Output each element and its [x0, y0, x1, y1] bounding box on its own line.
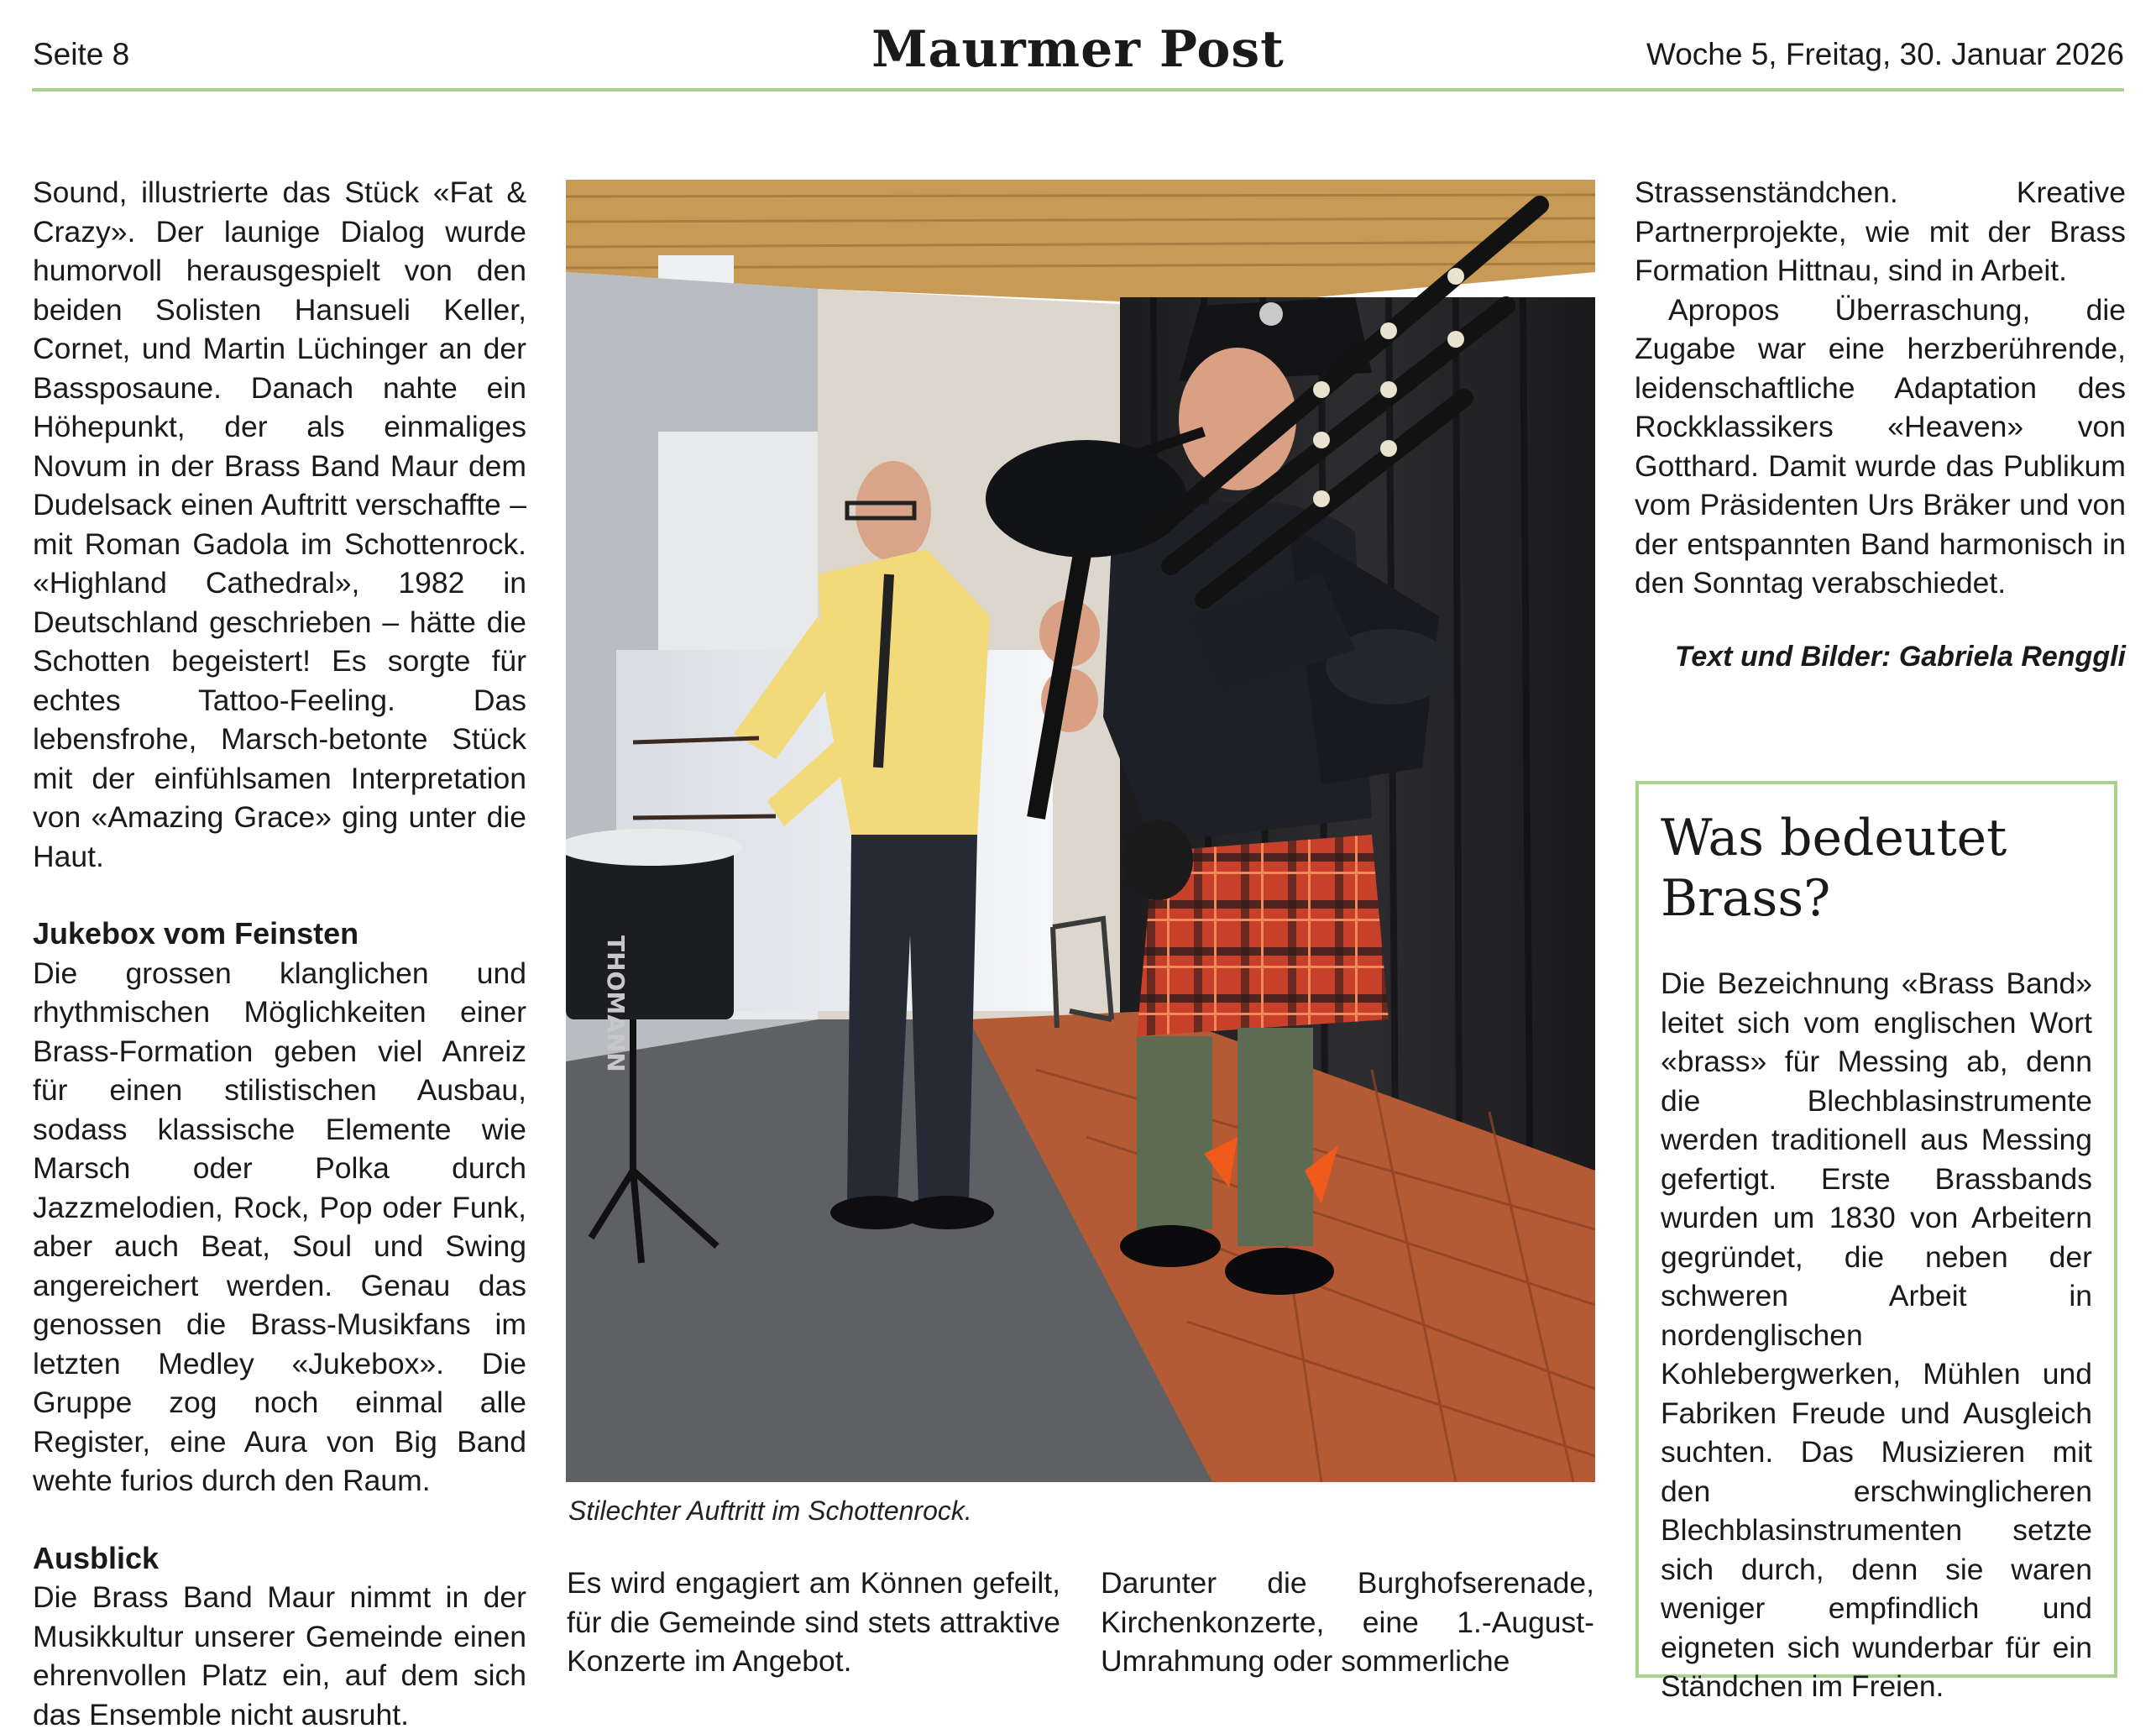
article-paragraph: Apropos Überraschung, die Zugabe war eine herzberührende, leidenschaftliche Adaptation des Rockklassikers «Heaven» von Gotthard. Damit wurde das Publikum vom Präsidenten Urs Bräker und von der entspannten Band harmonisch in den Sonntag verabschiedet.	[1635, 292, 2126, 600]
article-paragraph: Die grossen klanglichen und rhythmischen Möglichkeiten einer Brass-Formation geben viel Anreiz für einen stilistischen Ausbau, sodass klassische Elemente wie Marsch oder Polka durch Jazzmelodien, Rock, Pop oder Funk, aber auch Beat, Soul und Swing angereichert werden. Genau das genossen die Brass-Musikfans im letzten Medley «Jukebox». Die Gruppe zog noch einmal alle Register, eine Aura von Big Band wehte furios durch den Raum.	[33, 956, 526, 1497]
info-box-title: Was bedeutet Brass?	[1661, 809, 2007, 928]
page-number: Seite 8	[33, 37, 130, 71]
subheading-jukebox: Jukebox vom Feinsten	[33, 916, 359, 951]
info-box-text: Die Bezeichnung «Brass Band» leitet sich vom englischen Wort «brass» für Messing ab, denn die Blechblasinstrumente werden traditionell aus Messing gefertigt. Erste Brassbands wurden um 1830 von Arbeitern gegründet, die neben der schweren Arbeit in nordenglischen Kohlebergwerken, Mühlen und Fabriken Freude und Ausgleich suchten. Das Musizieren mit den erschwinglicheren Blechblasinstrumenten setzte sich durch, denn sie waren weniger empfindlich und eigneten sich wunderbar für ein Ständchen im Freien.	[1661, 967, 2092, 1703]
article-column-3	[1101, 1564, 1594, 1681]
photo-caption: Stilechter Auftritt im Schottenrock.	[568, 1496, 972, 1526]
drum-brand-label: THOMANN	[602, 935, 630, 1072]
info-box	[1635, 781, 2117, 1703]
article-paragraph: Es wird engagiert am Können gefeilt, für die Gemeinde sind stets attraktive Konzerte im Angebot.	[567, 1566, 1060, 1678]
subheading-ausblick: Ausblick	[33, 1540, 160, 1575]
article-paragraph: Darunter die Burghofserenade, Kirchenkonzerte, eine 1.-August-Umrahmung oder sommerliche	[1101, 1566, 1594, 1678]
article-paragraph: Die Brass Band Maur nimmt in der Musikkultur unserer Gemeinde einen ehrenvollen Platz ein, auf dem sich das Ensemble nicht ausruht.	[33, 1580, 526, 1731]
issue-date: Woche 5, Freitag, 30. Januar 2026	[1646, 37, 2124, 71]
article-column-4	[1635, 173, 2126, 603]
article-paragraph: Strassenständchen. Kreative Partnerprojekte, wie mit der Brass Formation Hittnau, sind in Arbeit.	[1635, 175, 2126, 287]
photo-bagpiper-drummer	[566, 180, 1595, 1482]
article-paragraph: Sound, illustrierte das Stück «Fat & Crazy». Der launige Dialog wurde humorvoll herausgespielt von den beiden Solisten Hansueli Keller, Cornet, und Martin Lüchinger an der Bassposaune. Danach nahte ein Höhepunkt, der als einmaliges Novum in der Brass Band Maur dem Dudelsack einen Auftritt verschaffte – mit Roman Gadola im Schottenrock. «Highland Cathedral», 1982 in Deutschland geschrieben – hätte die Schotten begeistert! Es sorgte für echtes Tattoo-Feeling. Das lebensfrohe, Marsch-betonte Stück mit der einfühlsamen Interpretation von «Amazing Grace» ging unter die Haut.	[33, 175, 526, 873]
article-column-1	[33, 173, 526, 1734]
header-rule	[32, 88, 2124, 92]
article-column-2	[567, 1564, 1060, 1681]
author-credit: Text und Bilder: Gabriela Renggli	[1674, 641, 2126, 673]
masthead: Maurmer Post	[871, 20, 1285, 79]
article-photo	[566, 180, 1595, 1482]
